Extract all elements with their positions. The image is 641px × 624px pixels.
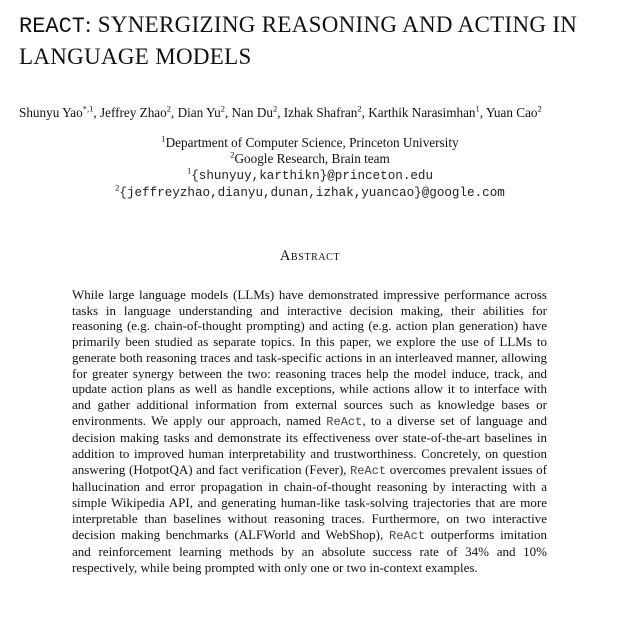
abstract-text: overcomes prevalent issues of hallucination and error propagation in chain-of-thought reasoning by interacting with a simple Wikipedia API, and generating human-like task-solving trajectories that are more interpretable than baselines without reasoning traces. Furthermore, on two interactive decision making benchmarks (ALFWorld and WebShop), [72, 461, 547, 542]
title-line-1-rest: : SYNERGIZING REASONING AND ACTING IN [85, 12, 578, 37]
author-affil-mark: 1 [475, 103, 480, 114]
title-line-1 [19, 10, 619, 42]
author-name: Nan Du [231, 105, 273, 120]
abstract-body [72, 287, 547, 576]
email-row [0, 184, 620, 201]
author-name: Jeffrey Zhao [99, 105, 167, 120]
author-list: Shunyu Yao$^{*,1}$, Jeffrey Zhao$^2$, Dian Yu$^2$, Nan Du$^2$, Izhak Shafran$^2$, Karthik Narasimhan$^1$, Yuan Cao$^2$ [19, 103, 542, 120]
email-address: {shunyuy,karthikn}@princeton.edu [191, 169, 434, 183]
author-name: Karthik Narasimhan [368, 105, 476, 120]
author-affil-mark: 2 [272, 103, 278, 114]
paper-title [19, 10, 619, 72]
affiliation-mark: 1 [161, 133, 166, 144]
affiliation-row [0, 135, 620, 151]
author-affil-mark: 2 [357, 103, 362, 114]
author-name: Dian Yu [177, 105, 221, 120]
affiliation-text: Google Research, Brain team [234, 151, 390, 166]
author-affil-mark: 2 [537, 103, 542, 114]
email-address: {jeffreyzhao,dianyu,dunan,izhak,yuancao}@google.com [119, 186, 505, 200]
abstract-text: , to a diverse set of language and decision making tasks and demonstrate its effectiveness over state-of-the-art baselines in addition to improved human interpretability and trustworthiness. Concretely, on question answering (HotpotQA) and fact verification (Fever), [72, 412, 547, 477]
author-name: Izhak Shafran [283, 105, 358, 120]
author-affil-mark: 2 [220, 103, 225, 114]
affiliation-text: Department of Computer Science, Princeton University [165, 135, 459, 150]
affiliation-row [0, 151, 620, 167]
author-name: Yuan Cao [485, 105, 538, 120]
abstract-heading: Abstract [279, 248, 341, 264]
email-mark: 1 [186, 165, 192, 176]
abstract-system-name: ReAct [389, 528, 426, 543]
title-line-2: LANGUAGE MODELS [19, 44, 252, 69]
affiliations-block [0, 135, 620, 201]
email-mark: 2 [115, 182, 120, 193]
title-system-name: REACT [19, 14, 86, 39]
email-row [0, 167, 620, 184]
abstract-system-name: ReAct [326, 414, 363, 429]
author-affil-mark: *,1 [82, 103, 94, 114]
abstract-text: While large language models (LLMs) have demonstrated impressive performance across tasks in language understanding and interactive decision making, their abilities for reasoning (e.g. chain-of-thought prompting) and acting (e.g. action plan generation) have primarily been studied as separate topics. In this paper, we explore the use of LLMs to generate both reasoning traces and task-specific actions in an interleaved manner, allowing for greater synergy between the two: reasoning traces help the model induce, track, and update action plans as well as handle exceptions, while actions allow it to interface with and gather additional information from external sources such as knowledge bases or environments. We apply our approach, named [72, 287, 547, 428]
abstract-text: outperforms imitation and reinforcement learning methods by an absolute success rate of 34% and 10% respectively, while being prompted with only one or two in-context examples. [72, 526, 548, 575]
affiliation-mark: 2 [230, 149, 235, 160]
author-affil-mark: 2 [166, 103, 171, 114]
abstract-system-name: ReAct [350, 463, 387, 478]
author-name: Shunyu Yao [19, 105, 83, 120]
